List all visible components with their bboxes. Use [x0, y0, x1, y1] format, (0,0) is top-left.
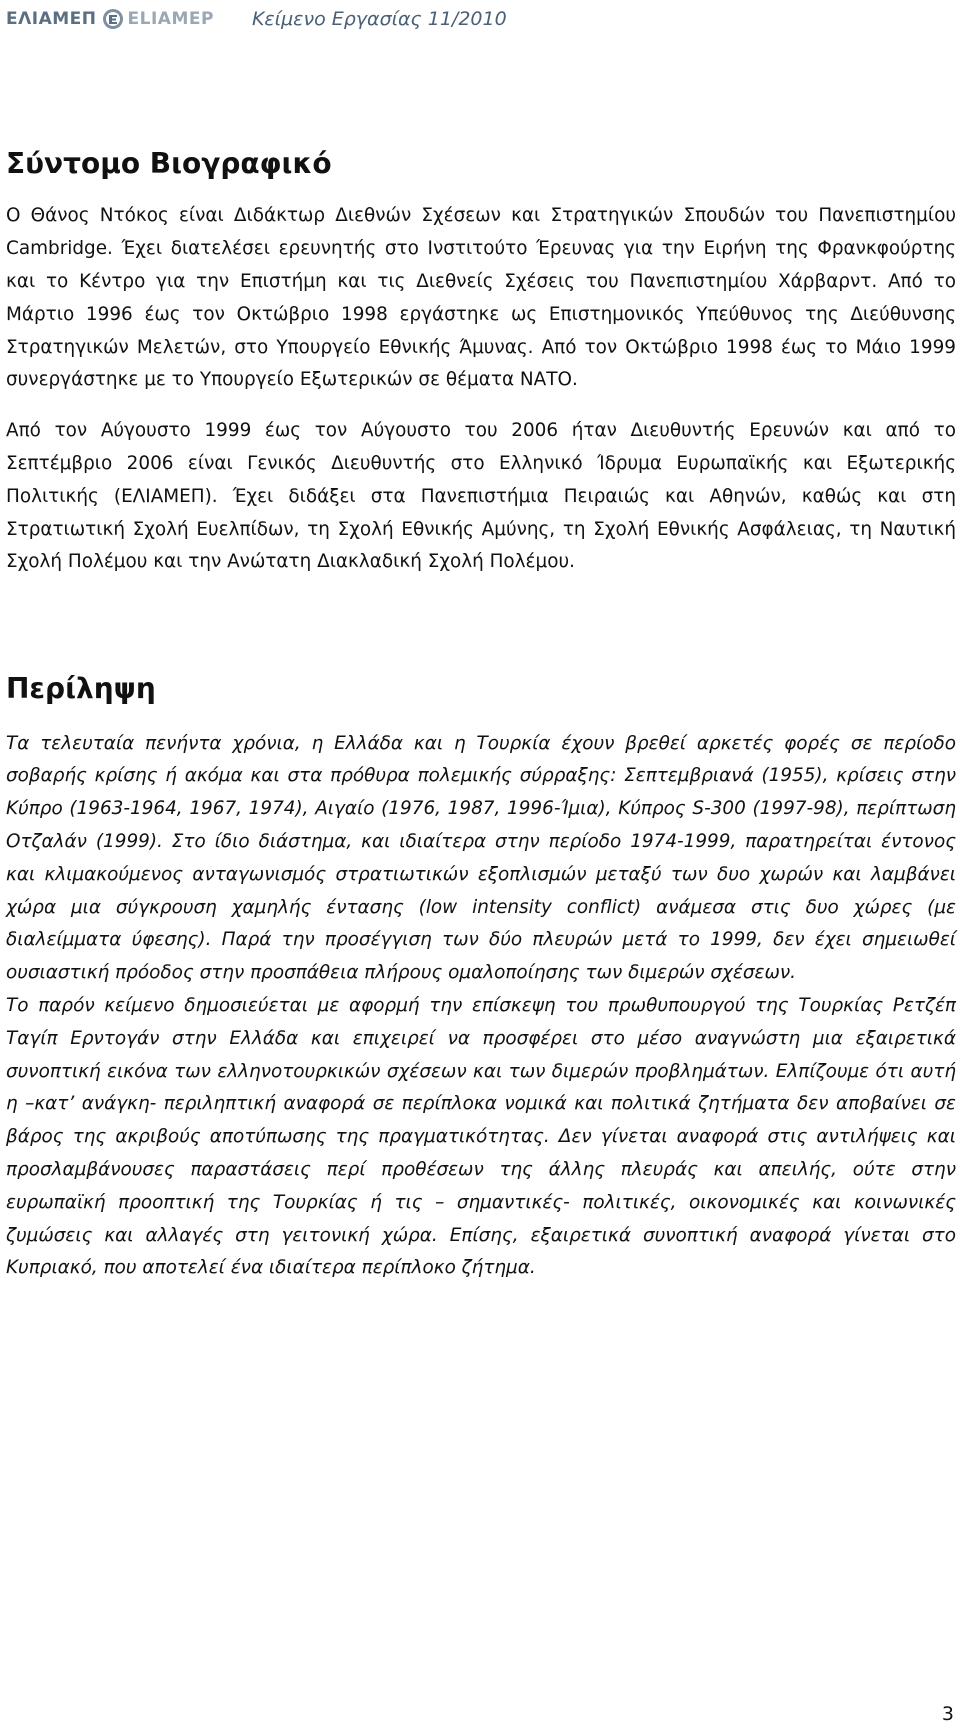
summary-paragraph-2: Το παρόν κείμενο δημοσιεύεται με αφορμή την επίσκεψη του πρωθυπουργού της Τουρκίας Ρετζέπ Ταγίπ Ερντογάν στην Ελλάδα και επιχειρεί να προσφέρει στο μέσο αναγνώστη μια εξαιρετικά συνοπτική εικόνα των ελληνοτουρκικών σχέσεων και των διμερών προβλημάτων. Ελπίζουμε ότι αυτή η –κατ’ ανάγκη- περιληπτική αναφορά σε περίπλοκα νομικά και πολιτικά ζητήματα δεν αποβαίνει σε βάρος της ακριβούς αποτύπωσης της πραγματικότητας. Δεν γίνεται αναφορά στις αντιλήψεις και προσλαμβάνουσες παραστάσεις περί προθέσεων της άλλης πλευράς και απειλής, ούτε στην ευρωπαϊκή προοπτική της Τουρκίας ή τις – σημαντικές- πολιτικές, οικονομικές και κοινωνικές ζυμώσεις και αλλαγές στη γειτονική χώρα. Επίσης, εξαιρετικά συνοπτική αναφορά γίνεται στο Κυπριακό, που αποτελεί ένα ιδιαίτερα περίπλοκο ζήτημα. — [6, 994, 956, 1279]
biography-heading: Σύντομο Βιογραφικό — [6, 147, 332, 180]
biography-paragraph-1: Ο Θάνος Ντόκος είναι Διδάκτωρ Διεθνών Σχέσεων και Στρατηγικών Σπουδών του Πανεπιστημίου Cambridge. Έχει διατελέσει ερευνητής στο Ινστιτούτο Έρευνας για την Ειρήνη της Φρανκφούρτης και το Κέντρο για την Επιστήμη και τις Διεθνείς Σχέσεις του Πανεπιστημίου Χάρβαρντ. Από το Μάρτιο 1996 έως τον Οκτώβριο 1998 εργάστηκε ως Επιστημονικός Υπεύθυνος της Διεύθυνσης Στρατηγικών Μελετών, στο Υπουργείο Εθνικής Άμυνας. Από τον Οκτώβριο 1998 έως το Μάιο 1999 συνεργάστηκε με το Υπουργείο Εξωτερικών σε θέματα ΝΑΤΟ. — [6, 205, 956, 391]
eliamep-logo-icon — [102, 8, 124, 30]
page-header — [6, 4, 507, 34]
summary-section — [6, 671, 956, 1285]
biography-section — [6, 146, 956, 579]
summary-paragraph-1: Τα τελευταία πενήντα χρόνια, η Ελλάδα και η Τουρκία έχουν βρεθεί αρκετές φορές σε περίοδο σοβαρής κρίσης ή ακόμα και στα πρόθυρα πολεμικής σύρραξης: Σεπτεμβριανά (1955), κρίσεις στην Κύπρο (1963-1964, 1967, 1974), Αιγαίο (1976, 1987, 1996-Ίμια), Κύπρος S-300 (1997-98), περίπτωση Οτζαλάν (1999). Στο ίδιο διάστημα, και ιδιαίτερα στην περίοδο 1974-1999, παρατηρείται έντονος και κλιμακούμενος ανταγωνισμός στρατιωτικών εξοπλισμών μεταξύ των δυο χωρών και λαμβάνει χώρα μια σύγκρουση χαμηλής έντασης (low intensity conflict) ανάμεσα στις δυο χώρες (με διαλείμματα ύφεσης). Παρά την προσέγγιση των δύο πλευρών μετά το 1999, δεν έχει σημειωθεί ουσιαστική πρόοδος στην προσπάθεια πλήρους ομαλοποίησης των διμερών σχέσεων. — [6, 732, 956, 984]
summary-heading: Περίληψη — [6, 672, 156, 706]
working-paper-title: Κείμενο Εργασίας 11/2010 — [251, 8, 507, 30]
page-number: 3 — [941, 1703, 954, 1725]
logo-latin-text: ELIAMEP — [127, 9, 214, 29]
logo-greek-text: ΕΛΙΑΜΕΠ — [6, 9, 97, 29]
biography-paragraph-2: Από τον Αύγουστο 1999 έως τον Αύγουστο του 2006 ήταν Διευθυντής Ερευνών και από το Σεπτέμβριο 2006 είναι Γενικός Διευθυντής στο Ελληνικό Ίδρυμα Ευρωπαϊκής και Εξωτερικής Πολιτικής (ΕΛΙΑΜΕΠ). Έχει διδάξει στα Πανεπιστήμια Πειραιώς και Αθηνών, καθώς και στη Στρατιωτική Σχολή Ευελπίδων, τη Σχολή Εθνικής Αμύνης, τη Σχολή Εθνικής Ασφάλειας, τη Ναυτική Σχολή Πολέμου και την Ανώτατη Διακλαδική Σχολή Πολέμου. — [6, 420, 956, 573]
document-body — [6, 146, 956, 1285]
